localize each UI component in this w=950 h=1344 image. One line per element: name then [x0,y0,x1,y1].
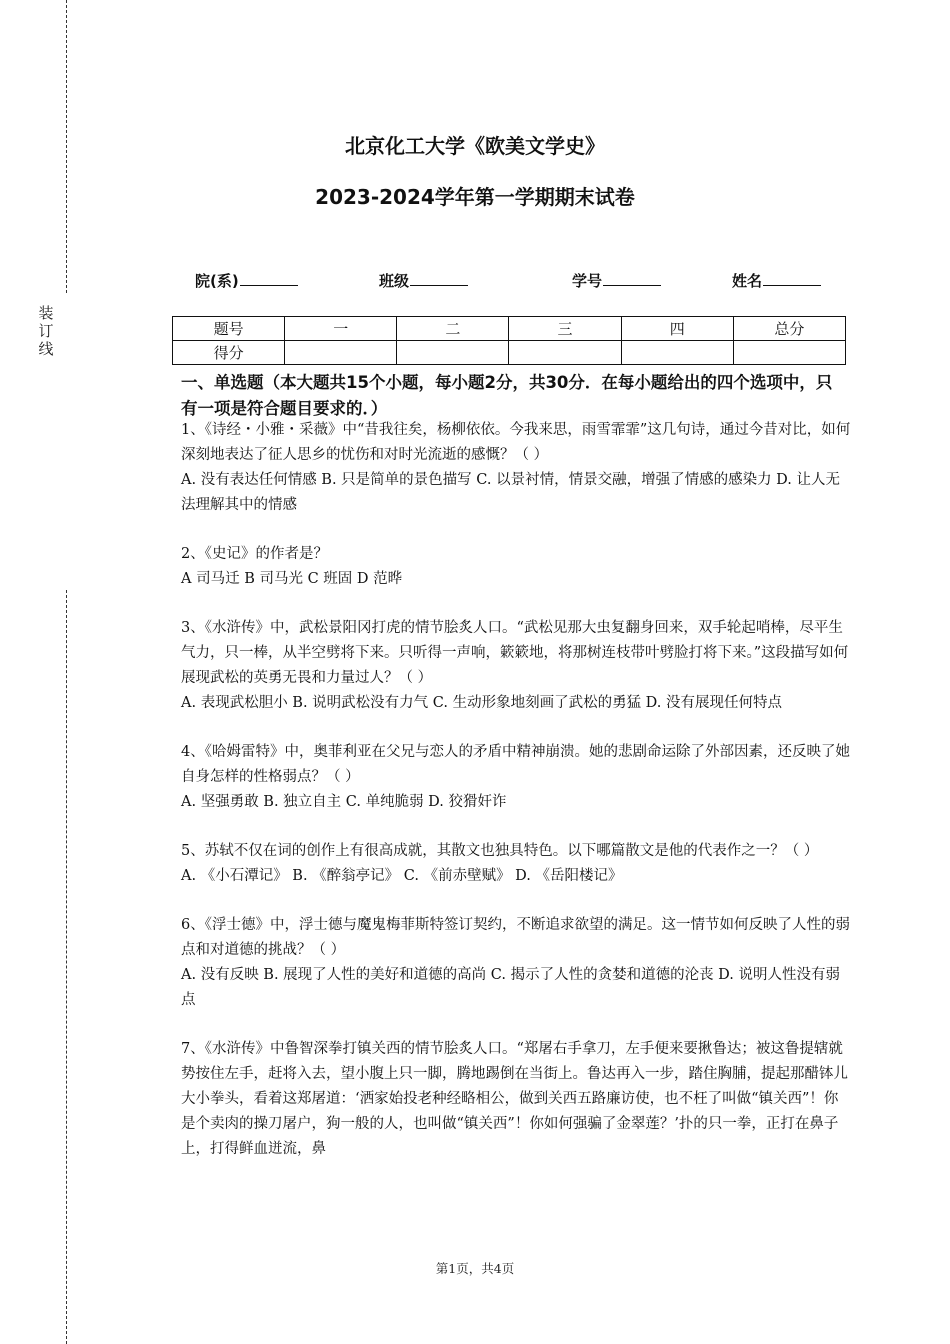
score-table-score-row [173,341,846,365]
score-cell[interactable] [285,341,397,365]
question-options: A. 没有表达任何情感 B. 只是简单的景色描写 C. 以景衬情，情景交融，增强了情感的感染力 D. 让人无法理解其中的情感 [181,472,841,513]
question-stem: 3、《水浒传》中，武松景阳冈打虎的情节脍炙人口。“武松见那大虫复翻身回来，双手轮起哨棒，尽平生气力，只一棒，从半空劈将下来。只听得一声响，簌簌地，将那树连枝带叶劈脸打将下来。”这段描写如何展现武松的英勇无畏和力量过人？（ ） [181,620,849,686]
student-info-row [0,269,950,293]
score-table [172,316,846,365]
question-item [181,418,851,518]
question-stem: 2、《史记》的作者是？ [181,546,328,562]
department-label: 院(系) [195,272,239,290]
question-item [181,542,851,592]
question-item [181,913,851,1013]
score-cell[interactable] [397,341,509,365]
score-header-cell: 题号 [173,317,285,341]
student-id-field [572,269,661,291]
department-field [195,269,298,291]
question-stem: 1、《诗经・小雅・采薇》中“昔我往矣，杨柳依依。今我来思，雨雪霏霏”这几句诗，通过今昔对比，如何深刻地表达了征人思乡的忧伤和对时光流逝的感慨？（ ） [181,422,851,463]
exam-title-school: 北京化工大学《欧美文学史》 [345,134,605,158]
binding-label [36,304,56,358]
score-cell[interactable] [733,341,845,365]
question-stem: 4、《哈姆雷特》中，奥菲利亚在父兄与恋人的矛盾中精神崩溃。她的悲剧命运除了外部因素，还反映了她自身怎样的性格弱点？（ ） [181,744,850,785]
question-item [181,839,851,889]
class-field [379,269,468,291]
score-header-cell: 二 [397,317,509,341]
binding-line-bottom [66,590,67,1344]
binding-char-3: 线 [38,340,54,358]
question-item [181,616,851,716]
section-heading: 一、单选题（本大题共15个小题，每小题2分，共30分．在每小题给出的四个选项中，只有一项是符合题目要求的．） [181,373,833,418]
name-field [732,269,821,291]
exam-title-term: 2023-2024学年第一学期期末试卷 [315,185,635,209]
question-stem: 7、《水浒传》中鲁智深拳打镇关西的情节脍炙人口。“郑屠右手拿刀，左手便来要揪鲁达；被这鲁提辖就势按住左手，赶将入去，望小腹上只一脚，腾地踢倒在当街上。鲁达再入一步，踏住胸脯，提起那醋钵儿大小拳头，看着这郑屠道：‘洒家始投老种经略相公，做到关西五路廉访使，也不枉了叫做“镇关西”！你是个卖肉的操刀屠户，狗一般的人，也叫做“镇关西”！你如何强骗了金翠莲？’扑的只一拳，正打在鼻子上，打得鲜血迸流，鼻 [181,1041,848,1157]
name-label: 姓名 [732,272,763,290]
class-label: 班级 [379,272,410,290]
score-header-cell: 一 [285,317,397,341]
question-item [181,1037,851,1162]
binding-char-1: 装 [38,304,54,322]
question-list [181,418,851,1186]
student-id-blank[interactable] [603,269,661,286]
student-id-label: 学号 [572,272,603,290]
question-options: A. 《小石潭记》 B. 《醉翁亭记》 C. 《前赤壁赋》 D. 《岳阳楼记》 [181,868,623,884]
score-row-label: 得分 [173,341,285,365]
question-options: A. 坚强勇敢 B. 独立自主 C. 单纯脆弱 D. 狡猾奸诈 [181,794,507,810]
class-blank[interactable] [410,269,468,286]
question-item [181,740,851,815]
question-options: A. 没有反映 B. 展现了人性的美好和道德的高尚 C. 揭示了人性的贪婪和道德的沦丧 D. 说明人性没有弱点 [181,967,841,1008]
department-blank[interactable] [240,269,298,286]
score-header-cell: 四 [621,317,733,341]
score-table-header-row [173,317,846,341]
score-cell[interactable] [509,341,621,365]
score-header-cell: 总分 [733,317,845,341]
score-cell[interactable] [621,341,733,365]
page-number: 第1页，共4页 [435,1261,515,1276]
score-header-cell: 三 [509,317,621,341]
name-blank[interactable] [763,269,821,286]
question-stem: 5、苏轼不仅在词的创作上有很高成就，其散文也独具特色。以下哪篇散文是他的代表作之一？（ ） [181,843,819,859]
question-stem: 6、《浮士德》中，浮士德与魔鬼梅菲斯特签订契约，不断追求欲望的满足。这一情节如何反映了人性的弱点和对道德的挑战？（ ） [181,917,850,958]
question-options: A. 表现武松胆小 B. 说明武松没有力气 C. 生动形象地刻画了武松的勇猛 D. 没有展现任何特点 [181,695,783,711]
binding-char-2: 订 [38,322,54,340]
question-options: A 司马迁 B 司马光 C 班固 D 范晔 [181,571,403,587]
